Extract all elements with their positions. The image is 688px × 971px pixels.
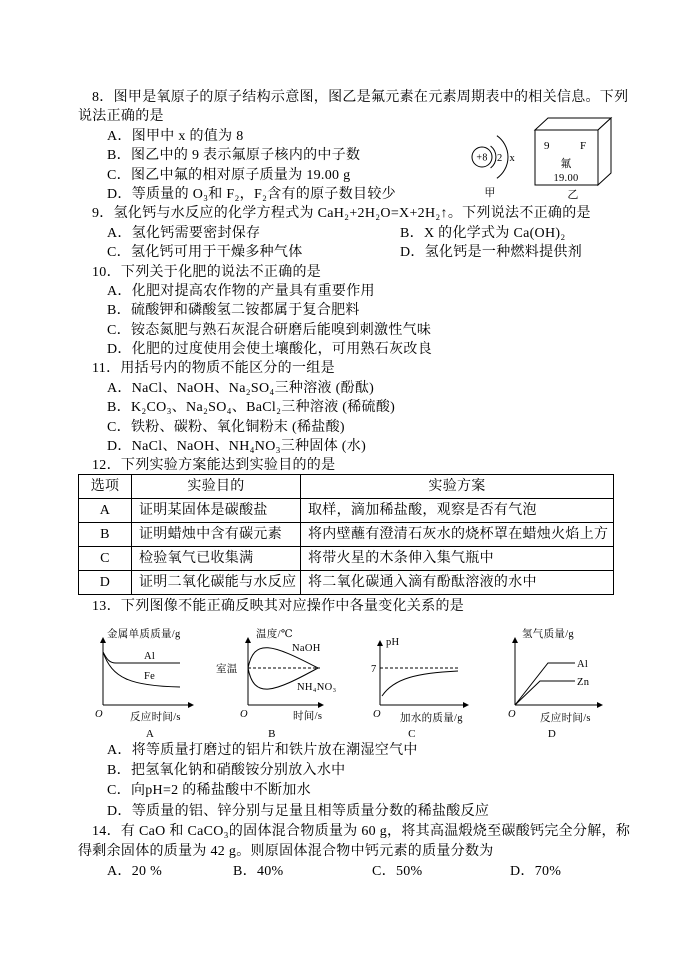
graph-c (371, 637, 468, 740)
graph-c-ph-curve (382, 671, 458, 696)
graph-a-al-label: Al (144, 651, 156, 662)
graph-a-origin: O (95, 709, 103, 720)
graph-c-caption: C (408, 728, 416, 740)
table-row (79, 523, 614, 547)
q14-option-c: C．50% (372, 864, 423, 880)
q13-option-b: B．把氢氧化钠和硝酸铵分别放入水中 (107, 763, 346, 779)
graph-a-al-curve (103, 652, 180, 663)
q13-option-a: A．将等质量打磨过的铝片和铁片放在潮湿空气中 (107, 743, 418, 758)
cell-purpose: 检验氧气已收集满 (132, 547, 301, 571)
q14-options-row (0, 862, 688, 882)
q14-option-b: B．40% (233, 864, 284, 880)
cell-purpose: 证明蜡烛中含有碳元素 (132, 523, 301, 547)
graph-b-origin: O (240, 709, 248, 720)
graph-d-origin: O (508, 709, 516, 720)
q8-option-a: A．图甲中 x 的值为 8 (107, 128, 244, 144)
table-row (79, 499, 614, 523)
q8-option-d: D．等质量的 O₃和 F₂，F₂含有的原子数目较少 (107, 186, 396, 202)
q10-option-c: C．铵态氮肥与熟石灰混合研磨后能嗅到刺激性气味 (107, 322, 432, 338)
q13-option-d: D．等质量的铝、锌分别与足量且相等质量分数的稀盐酸反应 (107, 803, 490, 819)
q8-option-b: B．图乙中的 9 表示氟原子核内的中子数 (107, 148, 361, 164)
oxygen-atom-structure-diagram (472, 136, 516, 199)
graph-b-y-label: 温度/℃ (256, 629, 293, 640)
q11-option-b: B．K₂CO₃、Na₂SO₄、BaCl₂三种溶液 (稀硫酸) (107, 400, 396, 416)
cell-side-face (598, 118, 611, 185)
q13-stem: 13．下列图像不能正确反映其对应操作中各量变化关系的是 (92, 599, 465, 614)
atomic-number: 9 (544, 140, 550, 152)
q8-stem-line-2: 说法正确的是 (78, 109, 164, 125)
graph-a (95, 627, 193, 740)
graph-c-y-label: pH (386, 637, 400, 648)
q11-option-a: A．NaCl、NaOH、Na₂SO₄三种溶液 (酚酞) (107, 380, 375, 396)
q9-options-row-2 (0, 243, 688, 262)
electron-shell-1-arc (491, 146, 496, 168)
header-option: 选项 (79, 475, 132, 499)
electron-shell-1-count: 2 (497, 153, 503, 164)
graph-d-y-label: 氢气质量/g (522, 629, 574, 640)
header-plan: 实验方案 (301, 475, 614, 499)
graph-c-x-label: 加水的质量/g (400, 713, 463, 724)
graph-b-nh4no3-label: NH₄NO₃ (297, 682, 337, 693)
graph-b (216, 627, 336, 740)
graph-d-al-label: Al (577, 659, 589, 670)
q9-option-b: B．X 的化学式为 Ca(OH)₂ (400, 225, 566, 241)
figure-yi-caption: 乙 (567, 189, 579, 201)
table-row (79, 571, 614, 595)
q14-option-a: A．20 % (107, 864, 163, 880)
graph-d-zn-label: Zn (577, 677, 590, 688)
q14-option-d: D．70% (510, 864, 562, 880)
q9-options-row-1 (0, 224, 688, 243)
q9-stem: 9．氢化钙与水反应的化学方程式为 CaH₂+2H₂O=X+2H₂↑。下列说法不正确的是 (92, 206, 591, 222)
q8-option-c: C．图乙中氟的相对原子质量为 19.00 g (107, 167, 351, 183)
graph-b-naoh-label: NaOH (292, 643, 321, 654)
atomic-mass: 19.00 (553, 173, 579, 184)
q13-option-c: C．向pH=2 的稀盐酸中不断加水 (107, 783, 311, 799)
graph-d-x-label: 反应时间/s (540, 713, 591, 724)
q14-stem-line-1: 14．有 CaO 和 CaCO₃的固体混合物质量为 60 g，将其高温煅烧至碳酸钙完全分解，称 (92, 823, 631, 839)
cell-plan: 将带火星的木条伸入集气瓶中 (301, 547, 614, 571)
graph-a-x-label: 反应时间/s (130, 712, 181, 723)
graph-b-reference-label: 室温 (216, 664, 238, 675)
table-row (79, 547, 614, 571)
q10-option-b: B．硫酸钾和磷酸氢二铵都属于复合肥料 (107, 303, 360, 319)
q10-option-a: A．化肥对提高农作物的产量具有重要作用 (107, 283, 375, 299)
electron-shell-2-count: x (509, 153, 516, 164)
graph-a-fe-curve (103, 652, 180, 687)
q11-option-c: C．铁粉、碳粉、氧化铜粉末 (稀盐酸) (107, 419, 345, 435)
graph-b-caption: B (268, 728, 276, 740)
figure-jia-caption: 甲 (484, 187, 496, 199)
q12-stem: 12．下列实验方案能达到实验目的的是 (92, 458, 336, 474)
q12-experiment-table (78, 474, 614, 595)
graph-a-caption: A (145, 728, 155, 740)
q8-stem-line-1: 8．图甲是氧原子的原子结构示意图，图乙是氟元素在元素周期表中的相关信息。下列 (92, 90, 629, 105)
fluorine-element-cell (535, 118, 611, 201)
graph-d (508, 627, 602, 740)
graph-b-x-label: 时间/s (293, 711, 323, 722)
graph-c-origin: O (373, 709, 381, 720)
q10-option-d: D．化肥的过度使用会使土壤酸化，可用熟石灰改良 (107, 342, 433, 358)
element-name: 氟 (560, 158, 572, 170)
q14-stem-line-2: 得剩余固体的质量为 42 g。则原固体混合物中钙元素的质量分数为 (78, 843, 494, 859)
q13-graphs (80, 620, 620, 744)
element-symbol: F (580, 140, 587, 152)
graph-d-al-line (515, 663, 575, 705)
cell-plan: 将二氧化碳通入滴有酚酞溶液的水中 (301, 571, 614, 595)
graph-a-fe-label: Fe (144, 671, 156, 682)
q8-figures (460, 112, 620, 204)
graph-d-caption: D (547, 728, 557, 740)
q9-option-d: D．氢化钙是一种燃料提供剂 (400, 245, 583, 261)
q9-option-c: C．氢化钙可用于干燥多种气体 (107, 245, 303, 261)
cell-purpose: 证明某固体是碳酸盐 (132, 499, 301, 523)
cell-plan: 将内壁蘸有澄清石灰水的烧杯罩在蜡烛火焰上方 (301, 523, 614, 547)
cell-plan: 取样，滴加稀盐酸，观察是否有气泡 (301, 499, 614, 523)
q11-stem: 11．用括号内的物质不能区分的一组是 (92, 361, 335, 377)
header-purpose: 实验目的 (132, 475, 301, 499)
cell-option: C (79, 547, 132, 571)
cell-option: B (79, 523, 132, 547)
q10-stem: 10．下列关于化肥的说法不正确的是 (92, 264, 322, 280)
cell-option: D (79, 571, 132, 595)
graph-a-y-label: 金属单质质量/g (107, 629, 181, 640)
graph-c-reference-label: 7 (371, 664, 377, 675)
q11-option-d: D．NaCl、NaOH、NH₄NO₃三种固体 (水) (107, 439, 367, 455)
nucleus-charge: +8 (476, 152, 488, 164)
cell-option: A (79, 499, 132, 523)
cell-purpose: 证明二氧化碳能与水反应 (132, 571, 301, 595)
q9-option-a: A．氢化钙需要密封保存 (107, 225, 261, 241)
question-13-stem (0, 597, 688, 616)
table-header-row (79, 475, 614, 499)
questions-13-options-and-14 (0, 741, 688, 882)
